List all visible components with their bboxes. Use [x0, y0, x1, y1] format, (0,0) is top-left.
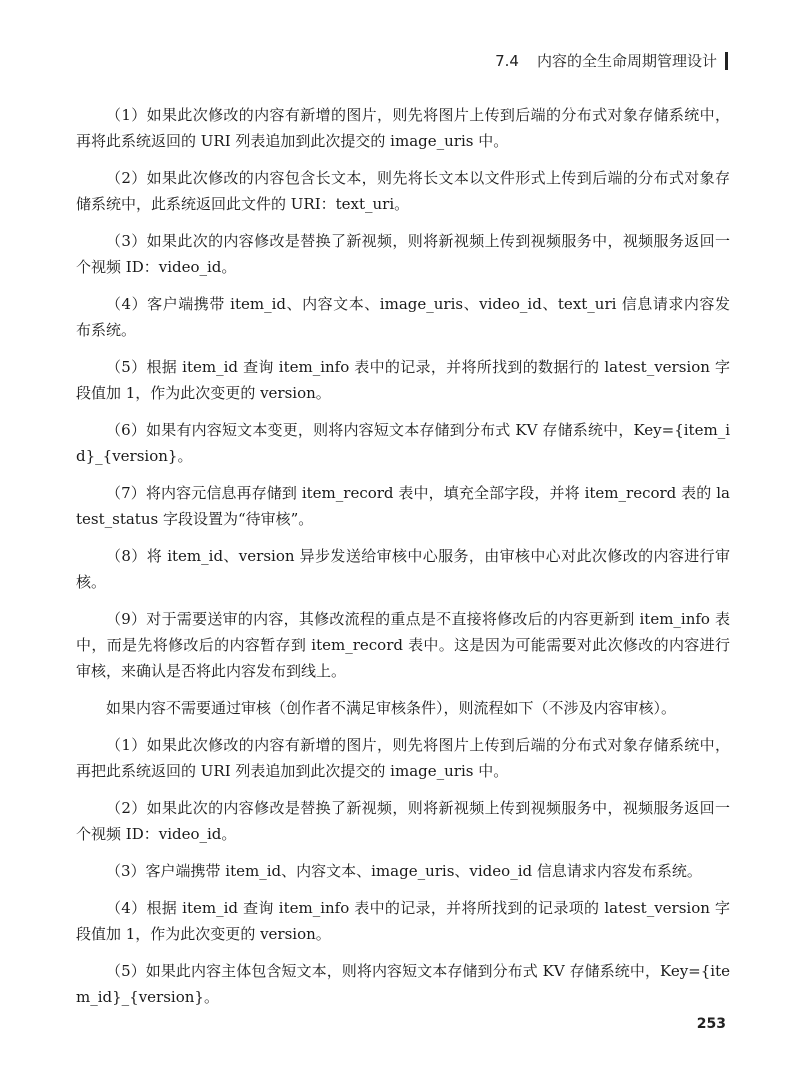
paragraph-step-4: （4）客户端携带 item_id、内容文本、image_uris、video_id、text_uri 信息请求内容发布系统。	[76, 295, 730, 339]
paragraph-step-6: （6）如果有内容短文本变更，则将内容短文本存储到分布式 KV 存储系统中，Key={item_id}_{version}。	[76, 421, 730, 465]
paragraph-step-5: （5）根据 item_id 查询 item_info 表中的记录，并将所找到的数据行的 latest_version 字段值加 1，作为此次变更的 version。	[76, 358, 730, 402]
section-title: 内容的全生命周期管理设计	[536, 52, 717, 70]
paragraph-no-review-step-3: （3）客户端携带 item_id、内容文本、image_uris、video_id 信息请求内容发布系统。	[106, 862, 702, 880]
running-header	[495, 50, 728, 71]
paragraph-no-review-step-5: （5）如果此内容主体包含短文本，则将内容短文本存储到分布式 KV 存储系统中，Key={item_id}_{version}。	[76, 962, 730, 1006]
paragraph-no-review-step-4: （4）根据 item_id 查询 item_info 表中的记录，并将所找到的记录项的 latest_version 字段值加 1，作为此次变更的 version。	[76, 899, 730, 943]
section-number: 7.4	[495, 51, 519, 70]
paragraph-step-7: （7）将内容元信息再存储到 item_record 表中，填充全部字段，并将 item_record 表的 latest_status 字段设置为“待审核”。	[76, 484, 730, 528]
header-divider-bar	[725, 52, 728, 70]
paragraph-no-review-step-2: （2）如果此次的内容修改是替换了新视频，则将新视频上传到视频服务中，视频服务返回一个视频 ID：video_id。	[76, 799, 730, 843]
paragraph-step-1: （1）如果此次修改的内容有新增的图片，则先将图片上传到后端的分布式对象存储系统中，再将此系统返回的 URI 列表追加到此次提交的 image_uris 中。	[76, 106, 730, 150]
page-body	[76, 102, 730, 1021]
paragraph-step-9: （9）对于需要送审的内容，其修改流程的重点是不直接将修改后的内容更新到 item_info 表中，而是先将修改后的内容暂存到 item_record 表中。这是因为可能需要对此次修改的内容进行审核，来确认是否将此内容发布到线上。	[76, 610, 730, 680]
page-number: 253	[696, 1016, 726, 1032]
paragraph-no-review-step-1: （1）如果此次修改的内容有新增的图片，则先将图片上传到后端的分布式对象存储系统中，再把此系统返回的 URI 列表追加到此次提交的 image_uris 中。	[76, 736, 730, 780]
paragraph-step-3: （3）如果此次的内容修改是替换了新视频，则将新视频上传到视频服务中，视频服务返回一个视频 ID：video_id。	[76, 232, 730, 276]
paragraph-step-8: （8）将 item_id、version 异步发送给审核中心服务，由审核中心对此次修改的内容进行审核。	[76, 547, 730, 591]
paragraph-step-2: （2）如果此次修改的内容包含长文本，则先将长文本以文件形式上传到后端的分布式对象存储系统中，此系统返回此文件的 URI：text_uri。	[76, 169, 730, 213]
paragraph-intro-no-review: 如果内容不需要通过审核（创作者不满足审核条件），则流程如下（不涉及内容审核）。	[106, 699, 677, 717]
